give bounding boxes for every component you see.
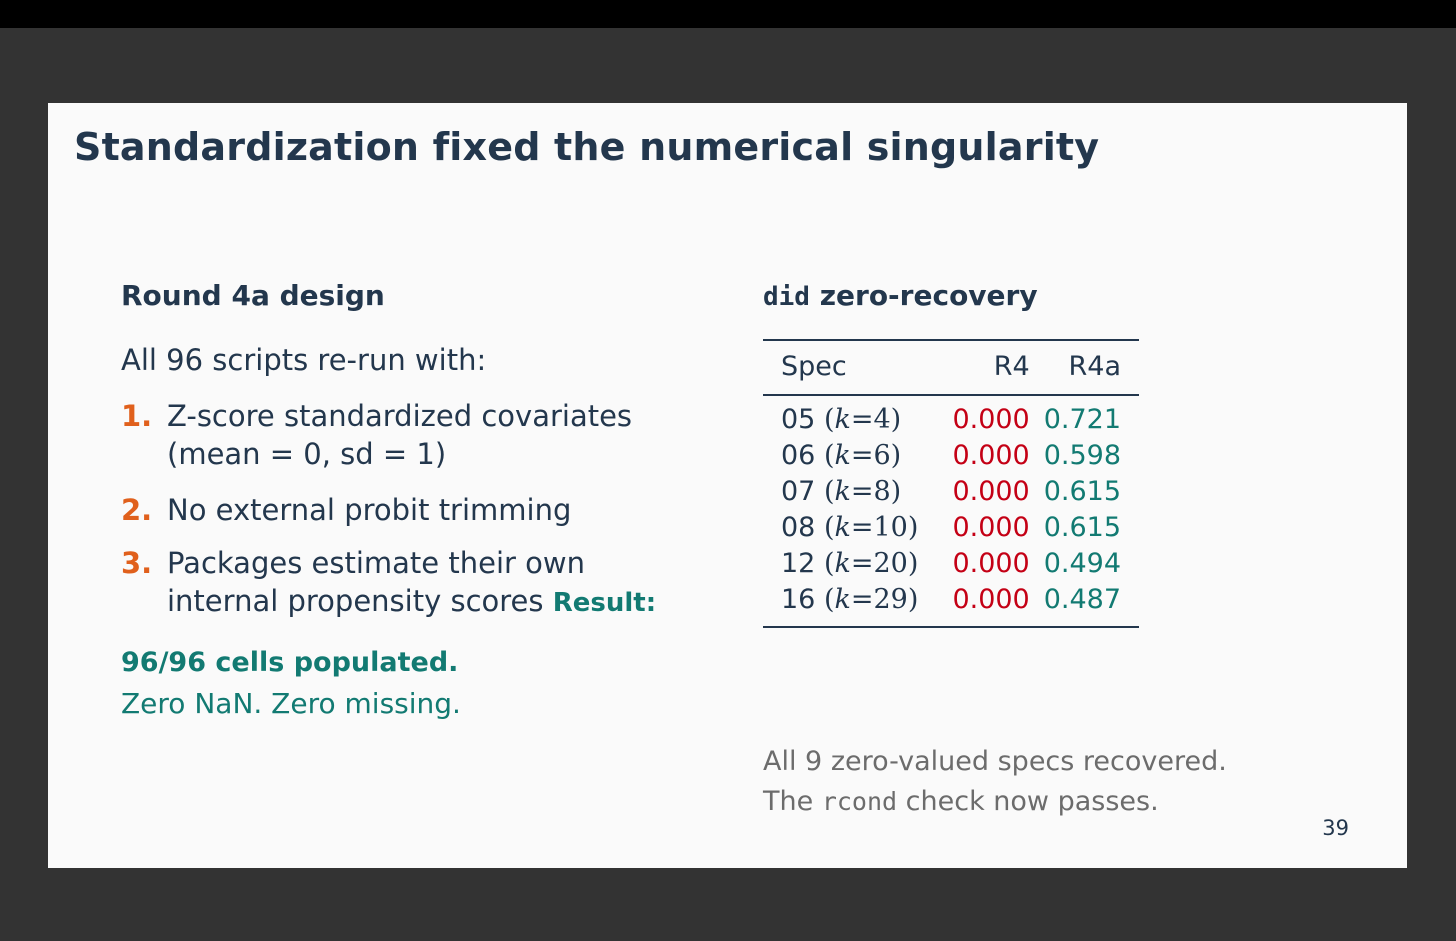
- list-text-with-result: [121, 582, 656, 622]
- cell-r4: 0.000: [952, 440, 1030, 471]
- table-row: [763, 582, 1139, 627]
- result-label: Result:: [552, 588, 657, 618]
- table-row: [763, 474, 1139, 510]
- spec-k: 10: [873, 512, 908, 543]
- right-column: [763, 279, 1403, 817]
- left-column: [121, 279, 681, 720]
- table-heading-code: did: [763, 282, 810, 312]
- list-text: Packages estimate their own: [167, 546, 585, 580]
- table-header-row: [763, 340, 1139, 395]
- list-text: (mean = 0, sd = 1): [167, 437, 447, 471]
- note-rcond: [763, 786, 1159, 817]
- spec-id: 06: [781, 440, 816, 471]
- list-text: No external probit trimming: [167, 493, 572, 527]
- page-number: 39: [1322, 816, 1349, 840]
- intro-text: All 96 scripts re-run with:: [121, 343, 487, 377]
- note-rcond-post: check now passes.: [905, 786, 1159, 817]
- spec-k: 8: [873, 476, 891, 507]
- table-heading-text: zero-recovery: [819, 279, 1038, 312]
- list-number: 3.: [121, 546, 153, 580]
- spec-k: 6: [873, 440, 891, 471]
- spec-k: 29: [873, 584, 908, 615]
- cell-spec: 16 (k=29): [763, 582, 941, 627]
- cell-spec: 05 (k=4): [781, 404, 902, 435]
- list-number: 2.: [121, 493, 153, 527]
- table-row: [763, 510, 1139, 546]
- result-detail: Zero NaN. Zero missing.: [121, 687, 461, 720]
- cell-spec: 12 (k=20): [781, 548, 919, 579]
- top-black-bar: [0, 0, 1456, 28]
- table-row: [763, 395, 1139, 438]
- column-header-spec: Spec: [763, 340, 941, 395]
- design-heading: Round 4a design: [121, 279, 385, 312]
- table-body: [763, 395, 1139, 627]
- cell-spec: 07 (k=8): [781, 476, 902, 507]
- list-item: [121, 491, 571, 529]
- recovery-table: [763, 339, 1139, 628]
- list-number: 1.: [121, 399, 153, 433]
- cell-r4a: 0.721: [1043, 404, 1121, 435]
- column-header-r4a: R4a: [1030, 340, 1139, 395]
- list-text: internal propensity scores: [167, 584, 544, 618]
- result-headline: 96/96 cells populated.: [121, 647, 459, 678]
- cell-spec: 08 (k=10): [781, 512, 919, 543]
- table-row: [763, 438, 1139, 474]
- note-recovered: All 9 zero-valued specs recovered.: [763, 746, 1227, 777]
- note-rcond-pre: The: [763, 786, 814, 817]
- spec-id: 16: [781, 584, 816, 615]
- note-rcond-code: rcond: [821, 787, 898, 816]
- list-text: Z-score standardized covariates: [167, 399, 633, 433]
- cell-r4a: 0.598: [1043, 440, 1121, 471]
- cell-r4: 0.000: [952, 404, 1030, 435]
- column-header-r4: R4: [941, 340, 1030, 395]
- table-heading: [763, 279, 1403, 312]
- spec-id: 12: [781, 548, 816, 579]
- list-item: [121, 397, 632, 473]
- spec-id: 08: [781, 512, 816, 543]
- cell-r4a: 0.615: [1043, 476, 1121, 507]
- slide: [48, 103, 1407, 868]
- cell-r4: 0.000: [952, 512, 1030, 543]
- spec-id: 07: [781, 476, 816, 507]
- spec-k: 4: [873, 404, 891, 435]
- table-row: [763, 546, 1139, 582]
- spec-id: 05: [781, 404, 816, 435]
- list-item: [121, 544, 656, 622]
- cell-r4: 0.000: [952, 476, 1030, 507]
- spec-k: 20: [873, 548, 908, 579]
- cell-r4a: 0.487: [1030, 582, 1139, 627]
- cell-r4: 0.000: [941, 582, 1030, 627]
- cell-r4: 0.000: [952, 548, 1030, 579]
- cell-r4a: 0.494: [1043, 548, 1121, 579]
- cell-spec: 06 (k=6): [781, 440, 902, 471]
- cell-r4a: 0.615: [1043, 512, 1121, 543]
- slide-title: Standardization fixed the numerical singularity: [74, 125, 1100, 169]
